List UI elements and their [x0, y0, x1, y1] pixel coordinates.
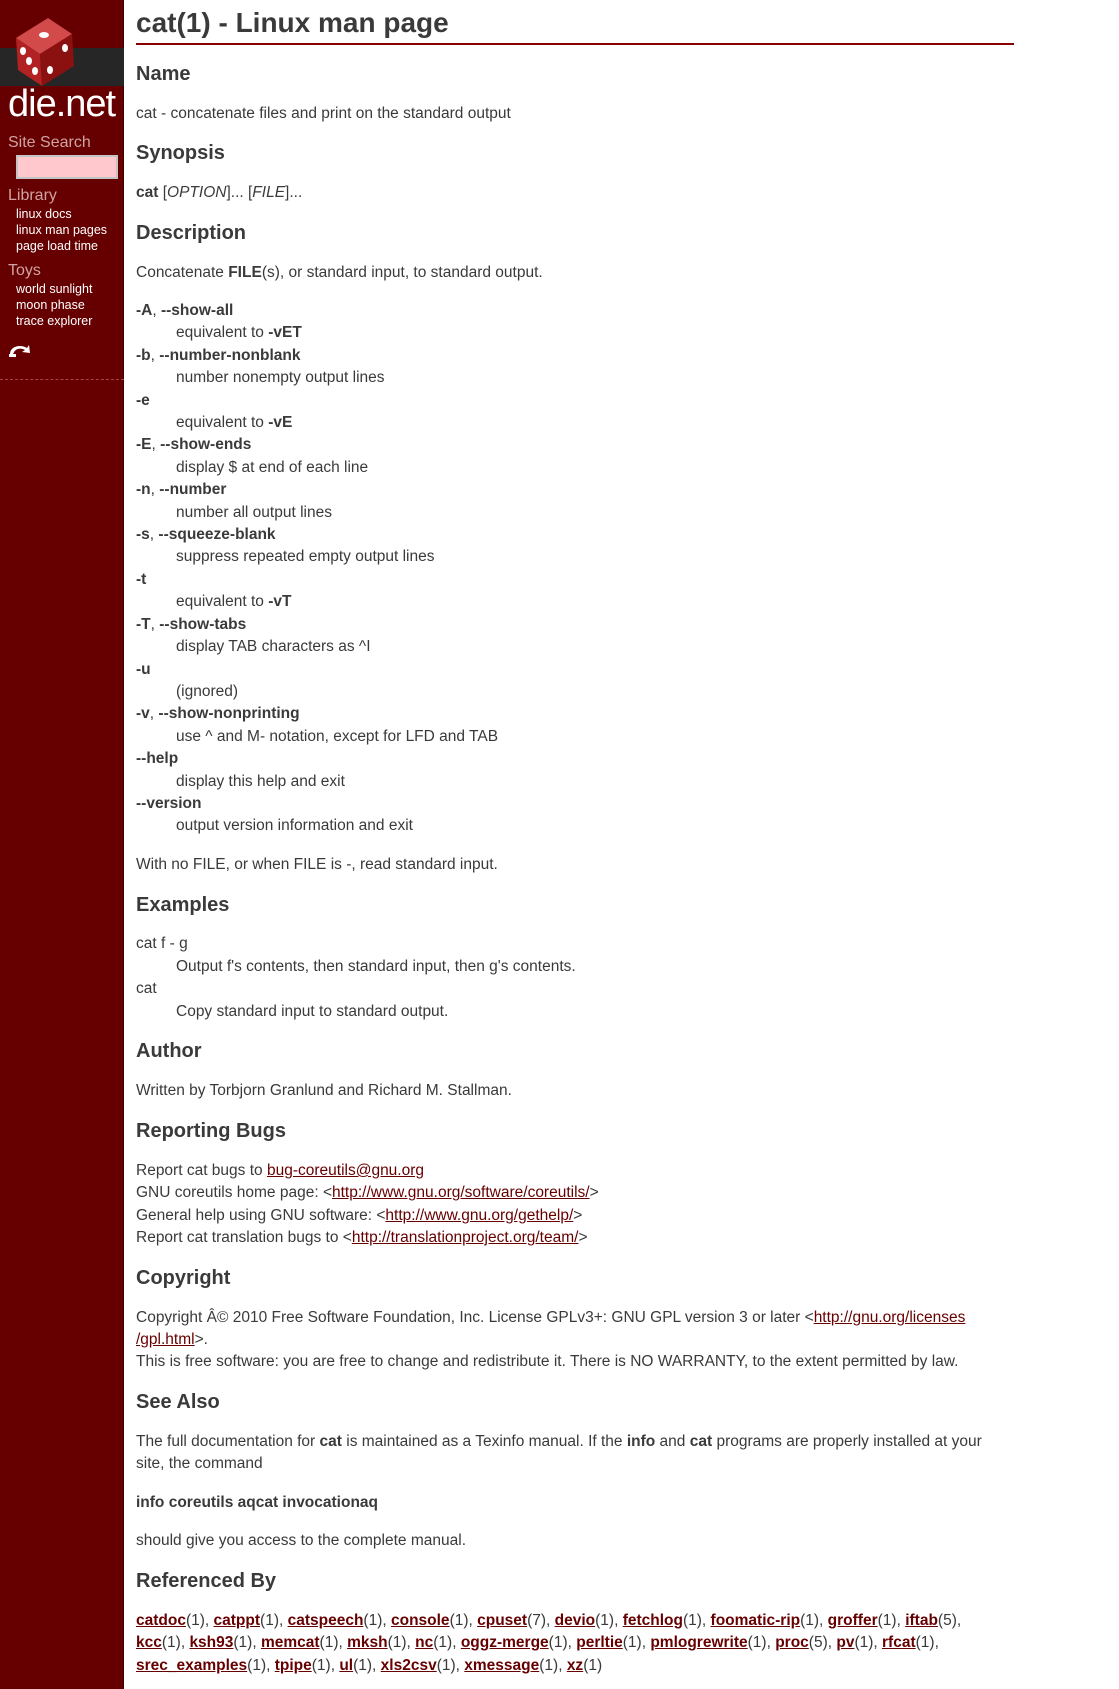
section-synopsis-heading: Synopsis: [136, 142, 225, 164]
referenced-by-link-foomatic-rip[interactable]: foomatic-rip: [710, 1612, 801, 1629]
referenced-by-section: (1),: [854, 1634, 883, 1651]
referenced-by-link-catppt[interactable]: catppt: [213, 1612, 261, 1629]
toys-link-world-sunlight[interactable]: world sunlight: [16, 282, 93, 296]
referenced-by-link-tpipe[interactable]: tpipe: [274, 1657, 312, 1674]
referenced-by-link-console[interactable]: console: [390, 1612, 450, 1629]
option-term: --help: [136, 750, 179, 767]
section-copyright-heading: Copyright: [136, 1267, 231, 1289]
name-text: cat - concatenate files and print on the standard output: [136, 105, 511, 122]
option-term: -A, --show-all: [136, 302, 234, 319]
synopsis-cmd: cat: [136, 184, 159, 201]
option-term: -s, --squeeze-blank: [136, 526, 276, 543]
synopsis-close: ]...: [285, 184, 303, 201]
site-search-input[interactable]: [16, 155, 118, 179]
referenced-by-section: (1),: [311, 1657, 340, 1674]
site-search-heading: Site Search: [8, 134, 91, 151]
see-also-manual-text: should give you access to the complete manual.: [136, 1532, 466, 1549]
synopsis-open: [: [158, 184, 168, 201]
referenced-by-link-xmessage[interactable]: xmessage: [464, 1657, 540, 1674]
referenced-by-section: (7),: [527, 1612, 555, 1629]
library-link-linux-man-pages[interactable]: linux man pages: [16, 223, 108, 237]
referenced-by-link-ksh93[interactable]: ksh93: [189, 1634, 234, 1651]
referenced-by-section: (1),: [233, 1634, 261, 1651]
referenced-by-section: (1),: [747, 1634, 776, 1651]
synopsis-option: OPTION: [167, 184, 227, 201]
referenced-by-link-pmlogrewrite[interactable]: pmlogrewrite: [650, 1634, 748, 1651]
gpl-license-link[interactable]: http://gnu.org/licenses: [813, 1309, 966, 1326]
referenced-by-link-rfcat[interactable]: rfcat: [882, 1634, 916, 1651]
section-referenced-by-heading: Referenced By: [136, 1570, 277, 1592]
referenced-by-section: (1),: [682, 1612, 711, 1629]
library-heading: Library: [8, 187, 57, 204]
author-text: Written by Torbjorn Granlund and Richard M. Stallman.: [136, 1082, 512, 1099]
translation-team-link[interactable]: http://translationproject.org/team/: [351, 1229, 579, 1246]
option-term: -u: [136, 661, 151, 678]
option-desc: number nonempty output lines: [176, 369, 385, 386]
toys-heading: Toys: [8, 262, 41, 279]
referenced-by-link-nc[interactable]: nc: [415, 1634, 434, 1651]
referenced-by-link-pv[interactable]: pv: [836, 1634, 855, 1651]
example-cmd: cat f - g: [136, 935, 188, 952]
option-term: -b, --number-nonblank: [136, 347, 301, 364]
toys-link-trace-explorer[interactable]: trace explorer: [16, 314, 93, 328]
referenced-by-link-proc[interactable]: proc: [775, 1634, 809, 1651]
option-desc: equivalent to -vE: [176, 414, 293, 431]
referenced-by-link-devio[interactable]: devio: [554, 1612, 596, 1629]
bugs-line: Report cat translation bugs to <http://translationproject.org/team/>: [136, 1229, 588, 1246]
option-desc: (ignored): [176, 683, 239, 700]
referenced-by-link-fetchlog[interactable]: fetchlog: [622, 1612, 683, 1629]
see-also-command: info coreutils aqcat invocationaq: [136, 1494, 379, 1511]
example-cmd: cat: [136, 980, 157, 997]
referenced-by-section: (1),: [247, 1657, 275, 1674]
site-logo-text[interactable]: die.net: [8, 83, 116, 125]
bugs-line: General help using GNU software: <http://www.gnu.org/gethelp/>: [136, 1207, 583, 1224]
coreutils-home-link[interactable]: http://www.gnu.org/software/coreutils/: [332, 1184, 590, 1201]
description-intro-post: (s), or standard input, to standard output.: [261, 264, 543, 281]
gpl-license-link-cont[interactable]: /gpl.html: [136, 1331, 195, 1348]
return-arrow-icon[interactable]: [7, 340, 31, 360]
referenced-by-section: (1),: [436, 1657, 465, 1674]
see-also-text: The full documentation for cat is maintained as a Texinfo manual. If the info and cat programs are properly installed at your: [136, 1433, 982, 1450]
referenced-by-section: (1),: [548, 1634, 577, 1651]
referenced-by-link-mksh[interactable]: mksh: [347, 1634, 388, 1651]
referenced-by-section: (5),: [937, 1612, 962, 1629]
referenced-by-section: (1),: [877, 1612, 906, 1629]
option-term: -t: [136, 571, 147, 588]
referenced-by-section: (1),: [260, 1612, 288, 1629]
bugs-line: GNU coreutils home page: <http://www.gnu.org/software/coreutils/>: [136, 1184, 599, 1201]
referenced-by-section: (1),: [800, 1612, 828, 1629]
see-also-text-cont: site, the command: [136, 1455, 263, 1472]
bugs-line: Report cat bugs to bug-coreutils@gnu.org: [136, 1162, 425, 1179]
referenced-by-line: [136, 1610, 961, 1632]
referenced-by-section: (1),: [387, 1634, 416, 1651]
option-term: --version: [136, 795, 202, 812]
option-desc: number all output lines: [176, 504, 332, 521]
option-term: -v, --show-nonprinting: [136, 705, 300, 722]
description-intro-bold: FILE: [228, 264, 262, 281]
option-desc: output version information and exit: [176, 817, 413, 834]
title-rule: [136, 43, 1014, 45]
referenced-by-section: (1),: [353, 1657, 381, 1674]
copyright-line-cont: /gpl.html>.: [136, 1331, 208, 1348]
synopsis-text: [136, 182, 302, 204]
option-term: -e: [136, 392, 150, 409]
section-description-heading: Description: [136, 222, 247, 244]
toys-link-moon-phase[interactable]: moon phase: [16, 298, 85, 312]
referenced-by-link-memcat[interactable]: memcat: [260, 1634, 320, 1651]
referenced-by-line: [136, 1655, 602, 1677]
library-link-linux-docs[interactable]: linux docs: [16, 207, 72, 221]
referenced-by-section: (1): [583, 1657, 603, 1674]
section-author-heading: Author: [136, 1040, 202, 1062]
referenced-by-link-cpuset[interactable]: cpuset: [477, 1612, 528, 1629]
referenced-by-link-iftab[interactable]: iftab: [905, 1612, 938, 1629]
referenced-by-section: (1),: [319, 1634, 348, 1651]
referenced-by-link-perltie[interactable]: perltie: [576, 1634, 623, 1651]
section-see-also-heading: See Also: [136, 1391, 220, 1413]
description-intro-pre: Concatenate: [136, 264, 229, 281]
description-outro: With no FILE, or when FILE is -, read standard input.: [136, 856, 498, 873]
option-desc: display this help and exit: [176, 773, 345, 790]
page-title: cat(1) - Linux man page: [136, 7, 449, 38]
bug-email-link[interactable]: bug-coreutils@gnu.org: [266, 1162, 425, 1179]
option-term: -T, --show-tabs: [136, 616, 247, 633]
section-examples-heading: Examples: [136, 894, 230, 916]
gnu-gethelp-link[interactable]: http://www.gnu.org/gethelp/: [385, 1207, 574, 1224]
option-term: -n, --number: [136, 481, 227, 498]
synopsis-file: FILE: [252, 184, 286, 201]
referenced-by-section: (1),: [363, 1612, 391, 1629]
referenced-by-link-catspeech[interactable]: catspeech: [287, 1612, 364, 1629]
example-desc: Copy standard input to standard output.: [176, 1003, 449, 1020]
copyright-line: Copyright Â© 2010 Free Software Foundation, Inc. License GPLv3+: GNU GPL version 3 or later <http://gnu.org/licenses: [136, 1309, 966, 1326]
library-link-page-load-time[interactable]: page load time: [16, 239, 99, 253]
option-desc: equivalent to -vT: [176, 593, 292, 610]
referenced-by-section: (5),: [808, 1634, 837, 1651]
synopsis-mid: ]... [: [226, 184, 253, 201]
referenced-by-link-xz[interactable]: xz: [566, 1657, 584, 1674]
example-desc: Output f's contents, then standard input, then g's contents.: [176, 958, 576, 975]
referenced-by-link-catdoc[interactable]: catdoc: [136, 1612, 186, 1629]
dice-logo-icon[interactable]: [10, 8, 92, 90]
referenced-by-link-xls2csv[interactable]: xls2csv: [380, 1657, 437, 1674]
referenced-by-section: (1),: [161, 1634, 190, 1651]
referenced-by-link-groffer[interactable]: groffer: [827, 1612, 878, 1629]
referenced-by-section: (1),: [595, 1612, 623, 1629]
referenced-by-section: (1),: [185, 1612, 214, 1629]
copyright-warranty: This is free software: you are free to change and redistribute it. There is NO WARRANTY, to the extent permitted by law.: [136, 1353, 959, 1370]
referenced-by-link-kcc[interactable]: kcc: [136, 1634, 162, 1651]
option-desc: equivalent to -vET: [176, 324, 302, 341]
referenced-by-link-srec_examples[interactable]: srec_examples: [136, 1657, 248, 1674]
option-desc: display $ at end of each line: [176, 459, 369, 476]
referenced-by-link-ul[interactable]: ul: [339, 1657, 354, 1674]
referenced-by-section: (1),: [433, 1634, 461, 1651]
option-desc: suppress repeated empty output lines: [176, 548, 435, 565]
referenced-by-section: (1),: [622, 1634, 651, 1651]
referenced-by-section: (1),: [449, 1612, 478, 1629]
referenced-by-link-oggz-merge[interactable]: oggz-merge: [460, 1634, 549, 1651]
referenced-by-line: [136, 1632, 939, 1654]
section-reporting-bugs-heading: Reporting Bugs: [136, 1120, 286, 1142]
description-intro: [136, 262, 543, 284]
option-desc: use ^ and M- notation, except for LFD and TAB: [176, 728, 499, 745]
option-term: -E, --show-ends: [136, 436, 252, 453]
option-desc: display TAB characters as ^I: [176, 638, 371, 655]
referenced-by-section: (1),: [915, 1634, 939, 1651]
sidebar-divider: [0, 379, 124, 380]
sidebar: [0, 0, 124, 1689]
section-name-heading: Name: [136, 63, 191, 85]
referenced-by-section: (1),: [539, 1657, 567, 1674]
